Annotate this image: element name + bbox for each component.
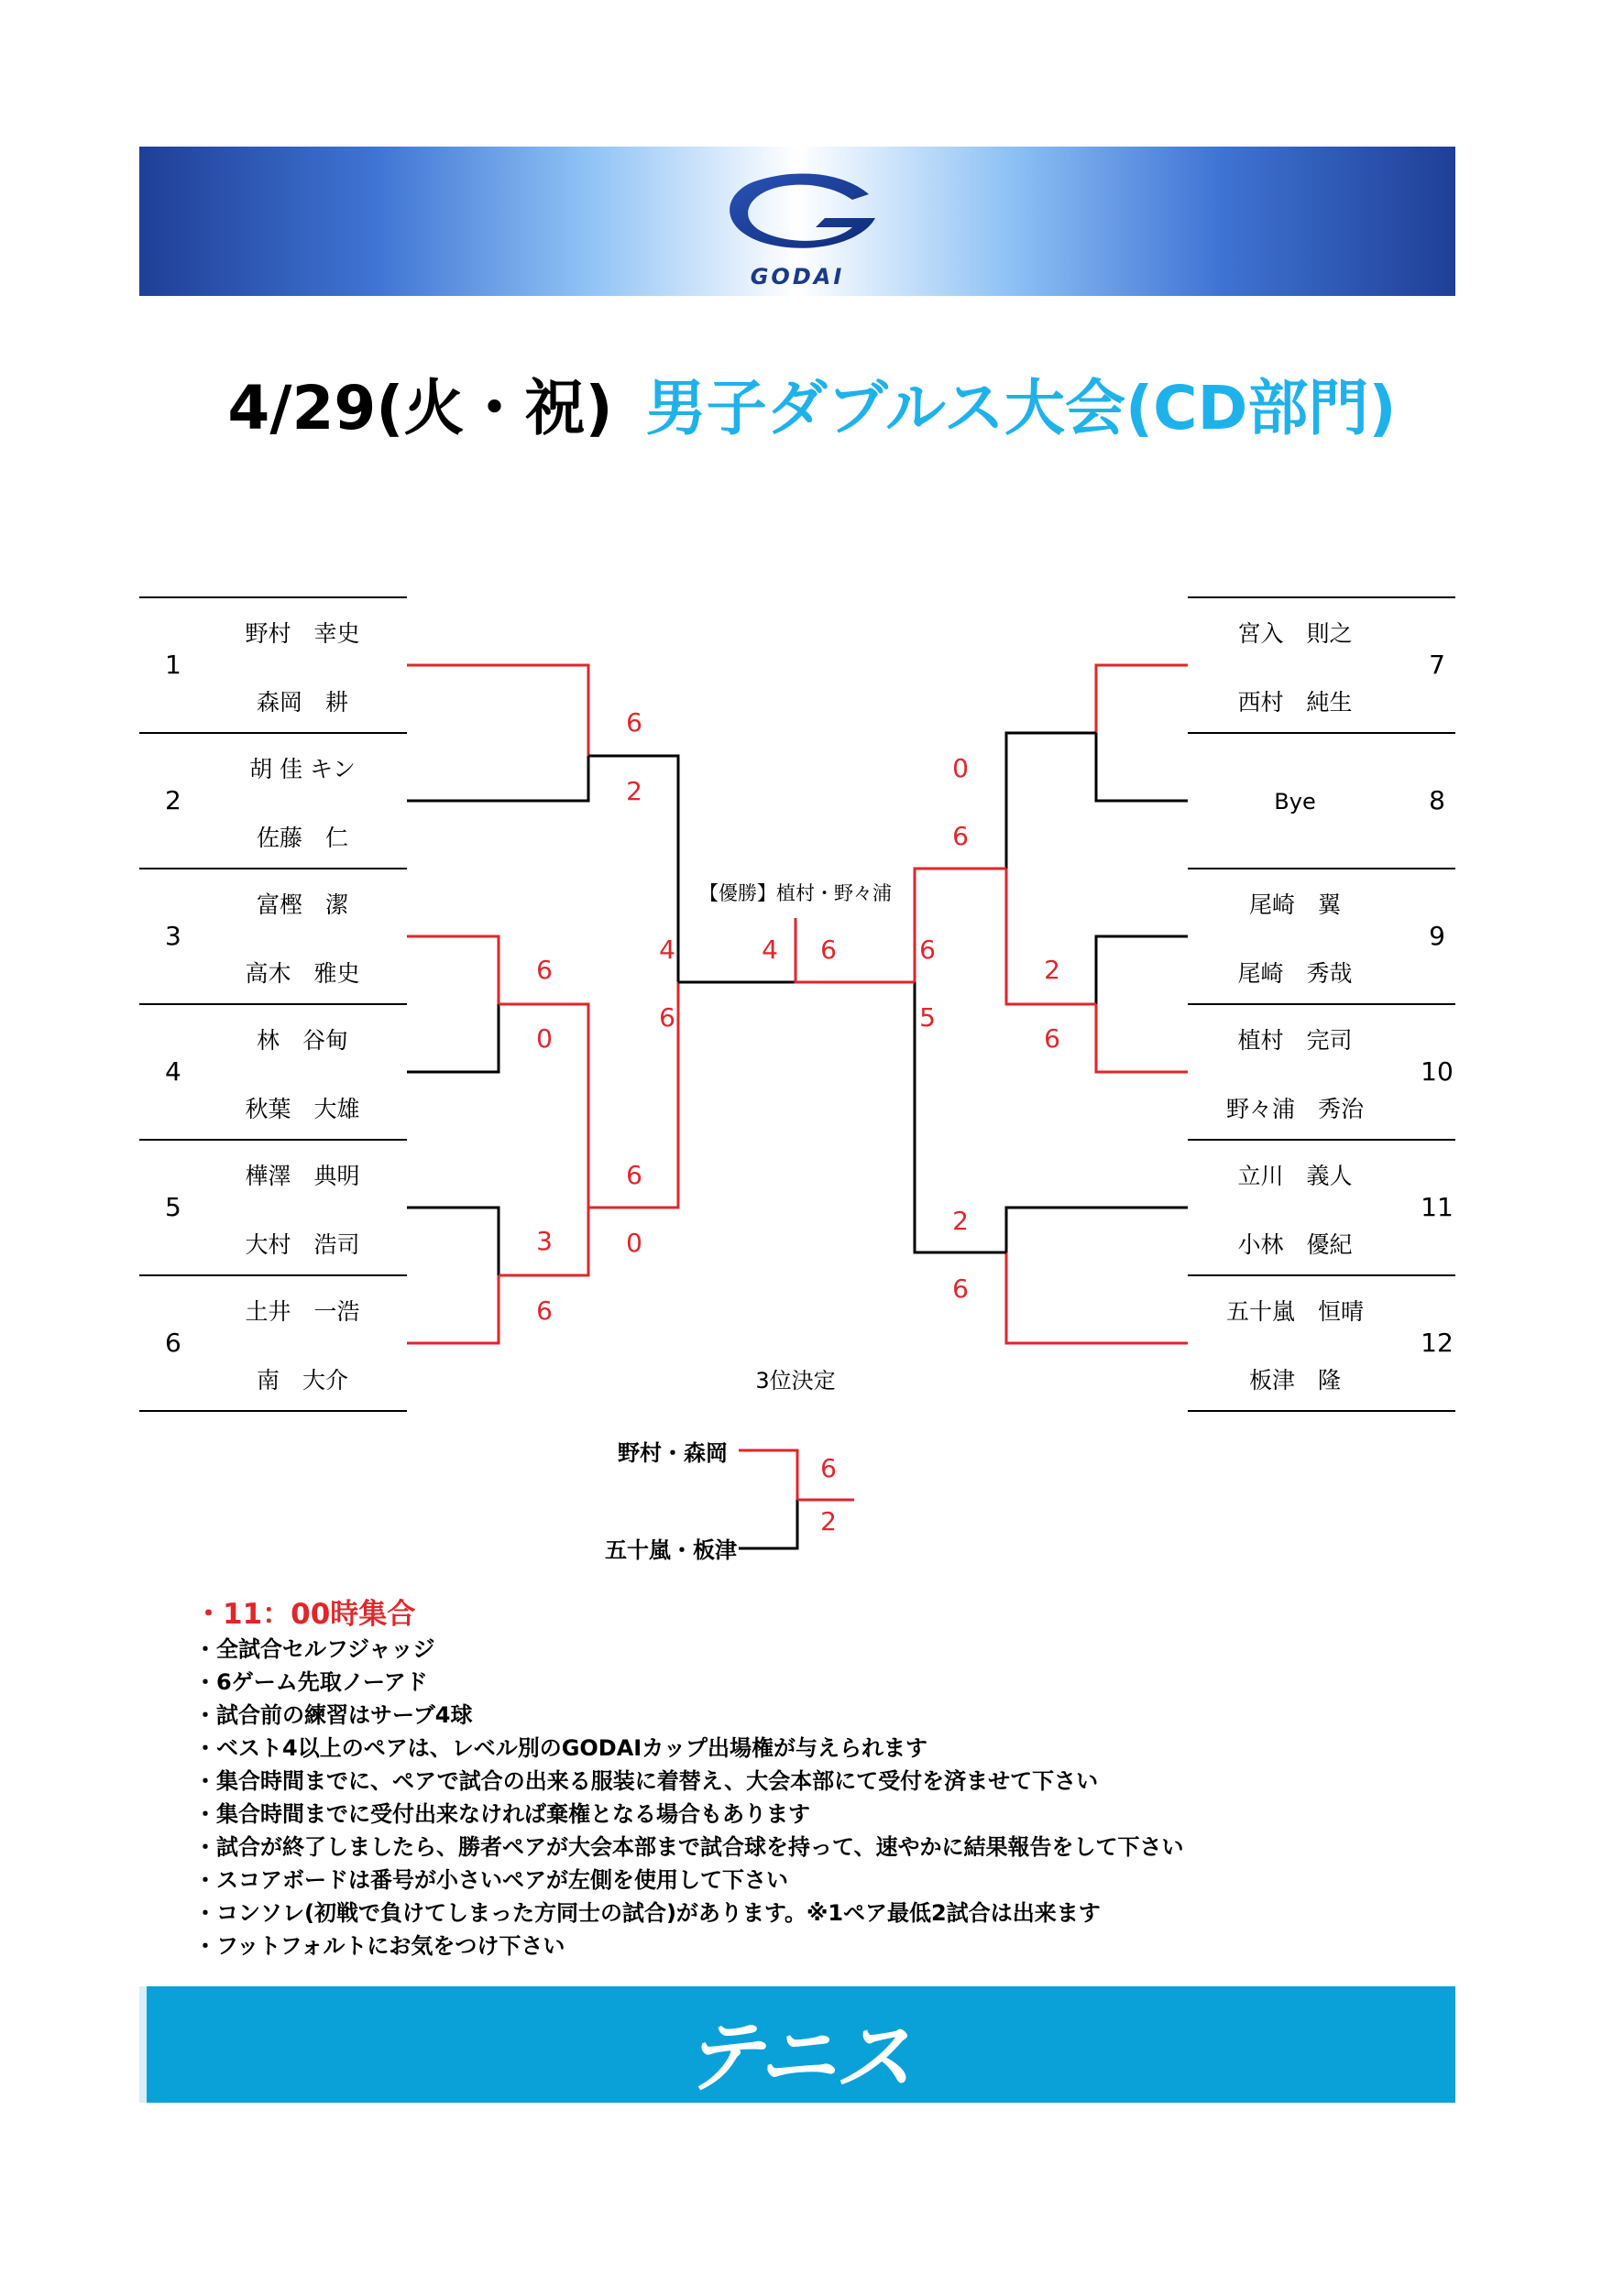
score: 6	[626, 707, 642, 738]
seed-10: 10	[1421, 1056, 1454, 1087]
player-name: 樺澤 典明	[245, 1163, 360, 1189]
player-name: 板津 隆	[1248, 1367, 1342, 1394]
right-bracket-lines	[796, 665, 1188, 1343]
player-name: 佐藤 仁	[256, 825, 349, 851]
seed-9: 9	[1429, 921, 1445, 951]
notes-line: ・試合前の練習はサーブ4球	[194, 1702, 473, 1728]
bracket-labels	[605, 882, 892, 1563]
notes-line: ・コンソレ(初戦で負けてしまった方同士の試合)があります。※1ペア最低2試合は出来ます	[194, 1900, 1101, 1926]
bye-label: Bye	[1274, 789, 1316, 815]
player-name: 尾崎 翼	[1248, 891, 1342, 918]
score: 4	[762, 935, 778, 965]
player-name: 小林 優紀	[1237, 1231, 1353, 1258]
player-name: 野村 幸史	[245, 620, 360, 647]
player-name: 植村 完司	[1237, 1027, 1353, 1054]
right-entries	[1226, 620, 1454, 1394]
score: 2	[952, 1206, 969, 1236]
player-name: 野々浦 秀治	[1225, 1096, 1365, 1122]
notes-line: ・集合時間までに、ペアで試合の出来る服装に着替え、大会本部にて受付を済ませて下さい	[194, 1768, 1099, 1794]
seed-3: 3	[165, 921, 181, 951]
third-place-pair-1: 野村・森岡	[618, 1440, 728, 1466]
notes-line: ・6ゲーム先取ノーアド	[194, 1669, 428, 1695]
seed-8: 8	[1429, 785, 1445, 815]
score: 6	[536, 955, 553, 985]
player-name: 胡 佳 キン	[249, 756, 356, 782]
tennis-banner-text: テニス	[683, 2012, 912, 2104]
score: 3	[536, 1226, 553, 1256]
logo-text: GODAI	[750, 264, 845, 290]
score: 6	[820, 935, 837, 965]
third-place-pair-2: 五十嵐・板津	[605, 1537, 737, 1563]
event-date: 4/29(火・祝)	[227, 373, 613, 443]
scores	[536, 707, 1060, 1536]
notes-line: ・スコアボードは番号が小さいペアが左側を使用して下さい	[194, 1867, 788, 1893]
player-name: 秋葉 大雄	[245, 1096, 360, 1122]
seed-4: 4	[165, 1056, 181, 1087]
player-name: 土井 一浩	[245, 1298, 360, 1325]
notes-line: ・ベスト4以上のペアは、レベル別のGODAIカップ出場権が与えられます	[194, 1735, 927, 1761]
player-name: 富樫 潔	[256, 891, 349, 918]
score: 2	[626, 776, 642, 806]
seed-12: 12	[1421, 1328, 1454, 1358]
score: 6	[536, 1296, 553, 1326]
notes	[194, 1596, 1386, 1963]
player-name: 大村 浩司	[245, 1231, 360, 1258]
notes-line: ・試合が終了しましたら、勝者ペアが大会本部まで試合球を持って、速やかに結果報告をして下さい	[194, 1834, 1184, 1860]
score: 6	[820, 1453, 837, 1483]
seed-11: 11	[1421, 1192, 1454, 1222]
player-name: 南 大介	[256, 1367, 349, 1394]
tennis-banner	[139, 1986, 1455, 2103]
player-name: 宮入 則之	[1237, 620, 1353, 647]
player-name: 立川 義人	[1237, 1163, 1353, 1189]
notes-line: ・集合時間までに受付出来なければ棄権となる場合もあります	[194, 1801, 810, 1827]
seed-7: 7	[1429, 650, 1445, 680]
player-name: 高木 雅史	[245, 960, 360, 987]
notes-line: ・全試合セルフジャッジ	[194, 1636, 435, 1662]
player-name: 五十嵐 恒晴	[1225, 1298, 1365, 1325]
score: 5	[919, 1002, 936, 1033]
player-name: 西村 純生	[1237, 689, 1353, 716]
left-bracket-lines	[407, 665, 796, 1343]
right-entry-dividers	[1188, 597, 1455, 1411]
player-name: 尾崎 秀哉	[1237, 960, 1353, 987]
score: 6	[919, 935, 936, 965]
score: 0	[536, 1023, 553, 1054]
left-entry-dividers	[139, 597, 407, 1411]
notes-heading: ・11：00時集合	[194, 1598, 416, 1631]
seed-1: 1	[165, 650, 181, 680]
score: 2	[1044, 955, 1060, 985]
score: 6	[952, 1274, 969, 1304]
seed-2: 2	[165, 785, 181, 815]
score: 0	[952, 753, 969, 783]
third-place-label: 3位決定	[755, 1368, 836, 1394]
score: 0	[626, 1228, 642, 1258]
player-name: 森岡 耕	[256, 689, 349, 716]
third-place-lines	[739, 1450, 854, 1548]
score: 4	[659, 935, 675, 965]
event-name: 男子ダブルス大会(CD部門)	[645, 373, 1397, 443]
seed-5: 5	[165, 1192, 181, 1222]
score: 6	[626, 1160, 642, 1190]
left-entries	[165, 620, 360, 1394]
score: 6	[1044, 1023, 1060, 1054]
score: 6	[659, 1002, 675, 1033]
notes-line: ・フットフォルトにお気をつけ下さい	[194, 1933, 565, 1959]
champion-label: 【優勝】植村・野々浦	[699, 882, 892, 904]
score: 6	[952, 821, 969, 851]
player-name: 林 谷甸	[256, 1027, 349, 1054]
seed-6: 6	[165, 1328, 181, 1358]
score: 2	[820, 1506, 837, 1536]
